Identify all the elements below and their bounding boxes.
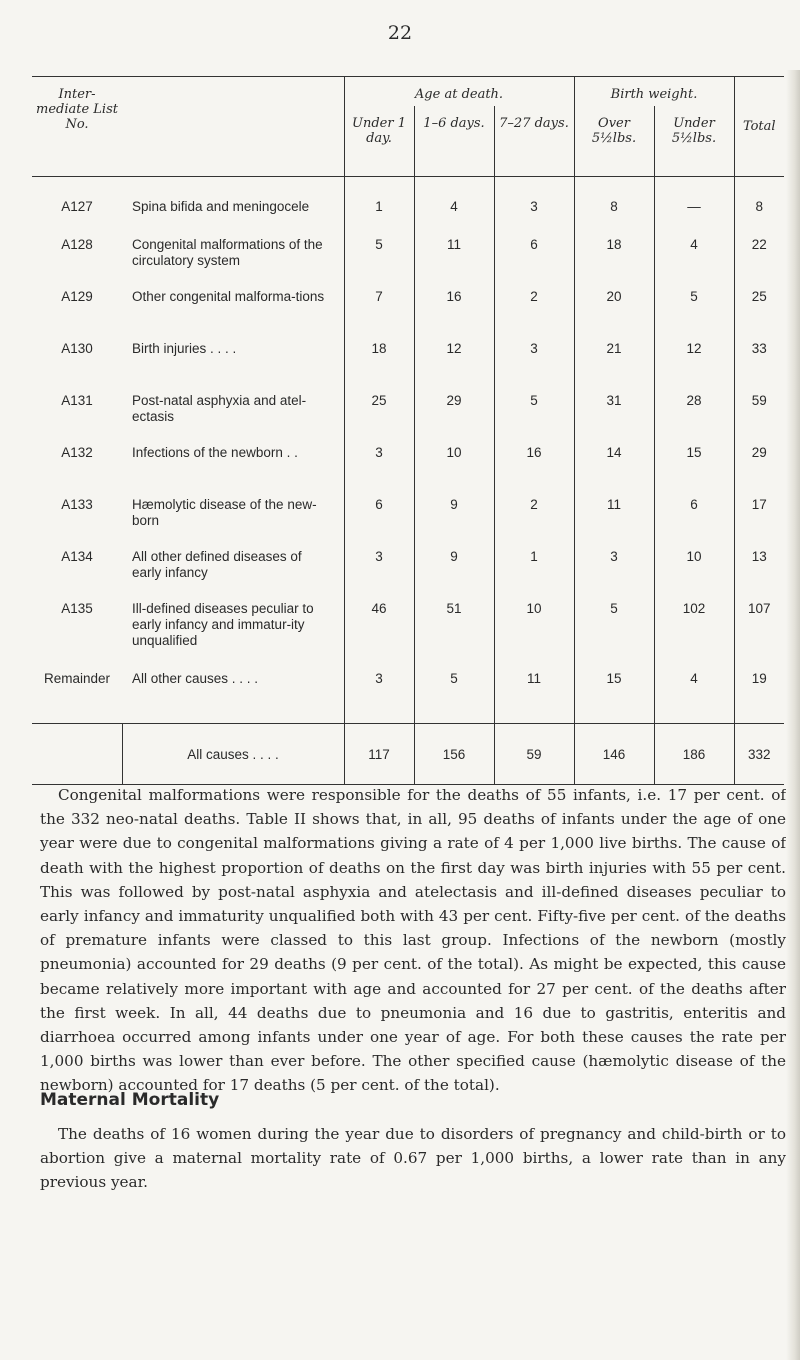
cell-7-27-days: 3 [494,341,574,393]
row-cause: Other congenital malforma-tions [132,289,325,304]
header-age-at-death: Age at death. [344,77,574,107]
cell-1-6-days: 11 [414,237,494,289]
table-row [32,497,784,549]
cell-total: 8 [734,177,784,238]
cell-over-weight: 15 [574,671,654,724]
cell-1-6-days: 4 [414,177,494,238]
cell-7-27-days: 2 [494,497,574,549]
table-row [32,393,784,445]
header-7-27-days: 7–27 days. [494,106,574,177]
header-under-weight: Under 5½lbs. [654,106,734,177]
row-cause: Infections of the newborn . . [132,445,298,460]
row-cause: All other defined diseases of early infancy [132,549,302,580]
row-cause: Birth injuries . . . . [132,341,237,356]
cell-under-1-day: 7 [344,289,414,341]
table-row [32,341,784,393]
cell-under-1-day: 5 [344,237,414,289]
cell-1-6-days: 29 [414,393,494,445]
cell-7-27-days: 16 [494,445,574,497]
cell-total: 25 [734,289,784,341]
table-row [32,445,784,497]
row-code: A130 [61,341,93,356]
cell-under-1-day: 1 [344,177,414,238]
table-row [32,237,784,289]
row-code: Remainder [43,671,111,686]
cell-1-6-days: 12 [414,341,494,393]
cell-over-weight: 11 [574,497,654,549]
congenital-malformations-paragraph: Congenital malformations were responsible for the deaths of 55 infants, i.e. 17 per cent. of the 332 neo-natal deaths. Table II shows that, in all, 95 deaths of infants under the age of one year were due to congenital malformations giving a rate of 4 per 1,000 live births. The cause of death with the highest proportion of deaths on the first day was birth injuries with 55 per cent. This was followed by post-natal asphyxia and atelectasis and ill-defined diseases peculiar to early infancy and immaturity unqualified both with 43 per cent. Fifty-five per cent. of the deaths of premature infants were classed to this last group. Infections of the newborn (mostly pneumonia) accounted for 29 deaths (9 per cent. of the total). As might be expected, this cause became relatively more important with age and accounted for 27 per cent. of the deaths after the first week. In all, 44 deaths due to pneumonia and 16 due to gastritis, enteritis and diarrhoea occurred among infants under one year of age. For both these causes the rate per 1,000 births was lower than ever before. The other specified cause (hæmolytic disease of the newborn) accounted for 17 deaths (5 per cent. of the total). [40,786,786,1095]
row-cause: Ill-defined diseases peculiar to early infancy and immatur-ity unqualified [132,601,314,648]
row-code: A131 [61,393,93,408]
totals-row [32,724,784,785]
row-code: A127 [61,199,93,214]
header-cause [122,77,344,177]
cell-1-6-days: 51 [414,601,494,671]
cell-7-27-days: 10 [494,601,574,671]
total-under-weight: 186 [654,724,734,785]
cell-under-1-day: 3 [344,671,414,724]
cell-total: 22 [734,237,784,289]
grand-total: 332 [734,724,784,785]
cell-under-weight: 15 [654,445,734,497]
cell-1-6-days: 16 [414,289,494,341]
cell-over-weight: 21 [574,341,654,393]
row-cause: All other causes . . . . [132,671,259,686]
total-over-weight: 146 [574,724,654,785]
header-under-1-day: Under 1 day. [344,106,414,177]
totals-code [32,724,122,785]
cell-7-27-days: 6 [494,237,574,289]
table-row [32,549,784,601]
row-code: A134 [61,549,93,564]
row-code: A132 [61,445,93,460]
header-over-weight: Over 5½lbs. [574,106,654,177]
cell-under-1-day: 25 [344,393,414,445]
page-edge-shadow [786,70,800,1360]
cell-1-6-days: 5 [414,671,494,724]
cell-7-27-days: 2 [494,289,574,341]
cell-over-weight: 18 [574,237,654,289]
cell-under-weight: 10 [654,549,734,601]
cell-total: 19 [734,671,784,724]
cell-under-1-day: 18 [344,341,414,393]
cell-under-1-day: 3 [344,445,414,497]
header-birth-weight: Birth weight. [574,77,734,107]
row-code: A129 [61,289,93,304]
cell-under-weight: 4 [654,671,734,724]
cell-under-weight: 5 [654,289,734,341]
total-1-6-days: 156 [414,724,494,785]
row-cause: Congenital malformations of the circulatory system [132,237,323,268]
totals-label: All causes . . . . [122,724,344,785]
cell-total: 13 [734,549,784,601]
table-row [32,671,784,724]
row-cause: Spina bifida and meningocele [132,199,310,214]
cell-under-weight: 12 [654,341,734,393]
maternal-mortality-heading: Maternal Mortality [40,1090,220,1110]
cell-total: 59 [734,393,784,445]
cell-7-27-days: 5 [494,393,574,445]
table-row [32,289,784,341]
cell-under-weight: 6 [654,497,734,549]
cell-1-6-days: 10 [414,445,494,497]
cell-under-1-day: 3 [344,549,414,601]
cell-under-weight: — [654,177,734,238]
cell-over-weight: 31 [574,393,654,445]
cell-total: 107 [734,601,784,671]
maternal-mortality-paragraph: The deaths of 16 women during the year due to disorders of pregnancy and child-birth or to abortion give a maternal mortality rate of 0.67 per 1,000 births, a lower rate than in any previous year. [40,1125,786,1192]
cell-over-weight: 5 [574,601,654,671]
cell-over-weight: 20 [574,289,654,341]
cell-1-6-days: 9 [414,497,494,549]
cell-over-weight: 14 [574,445,654,497]
total-7-27-days: 59 [494,724,574,785]
cell-over-weight: 8 [574,177,654,238]
cell-under-1-day: 46 [344,601,414,671]
cell-under-1-day: 6 [344,497,414,549]
cell-total: 33 [734,341,784,393]
header-total: Total [734,77,784,177]
row-cause: Hæmolytic disease of the new-born [132,497,317,528]
row-code: A135 [61,601,93,616]
cell-7-27-days: 3 [494,177,574,238]
cell-under-weight: 102 [654,601,734,671]
total-under-1-day: 117 [344,724,414,785]
cell-under-weight: 28 [654,393,734,445]
table-row [32,177,784,238]
row-code: A133 [61,497,93,512]
row-code: A128 [61,237,93,252]
header-1-6-days: 1–6 days. [414,106,494,177]
cell-1-6-days: 9 [414,549,494,601]
page-number: 22 [387,22,413,44]
cell-7-27-days: 1 [494,549,574,601]
cell-total: 17 [734,497,784,549]
table-row [32,601,784,671]
neonatal-deaths-table [32,76,784,785]
cell-under-weight: 4 [654,237,734,289]
cell-over-weight: 3 [574,549,654,601]
cell-7-27-days: 11 [494,671,574,724]
row-cause: Post-natal asphyxia and atel-ectasis [132,393,307,424]
cell-total: 29 [734,445,784,497]
header-list-no: Inter-mediate List No. [36,87,118,132]
